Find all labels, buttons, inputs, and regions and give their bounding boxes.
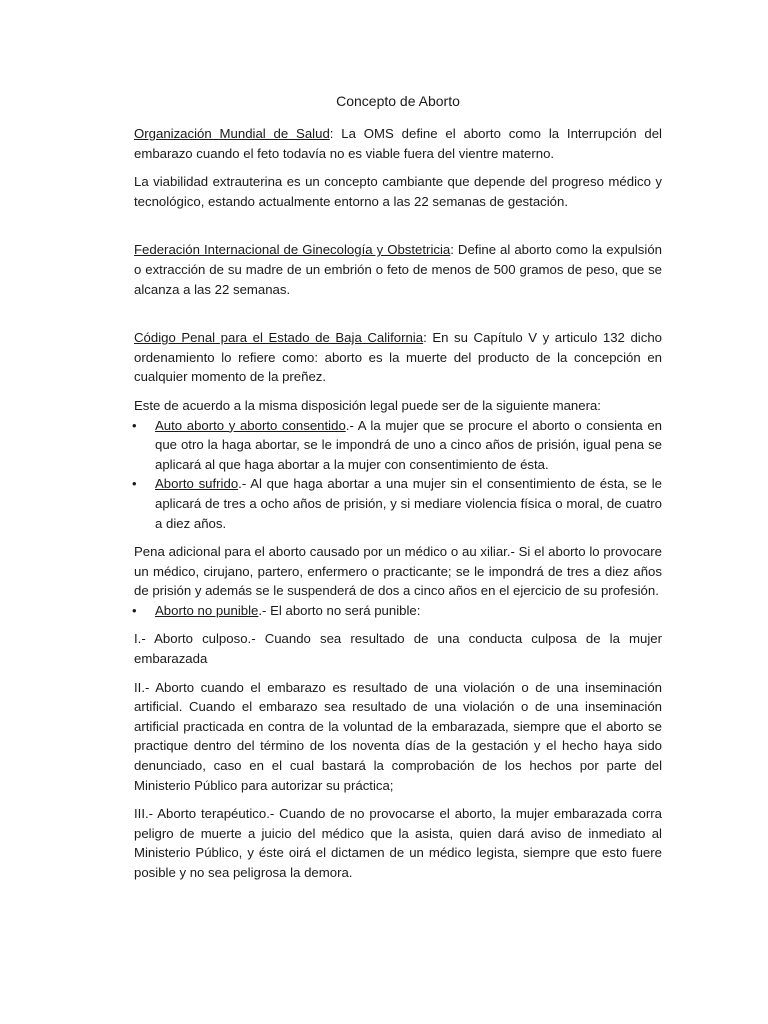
paragraph-intro-manera: Este de acuerdo a la misma disposición legal puede ser de la siguiente manera: [134,397,601,413]
list-tipos-aborto [134,416,662,475]
bullet-icon: • [132,417,137,433]
text-aborto-sufrido: .- Al que haga abortar a una mujer sin el consentimiento de ésta, se le aplicará de tres a ocho años de prisión, y si mediare violencia física o moral, de cuatro a diez años. [155,476,662,531]
heading-no-punible: Aborto no punible [155,602,259,618]
heading-oms: Organización Mundial de Salud [134,126,330,141]
paragraph-punto-ii: II.- Aborto cuando el embarazo es resultado de una violación o de una inseminación artificial. Cuando el embarazo sea resultado de una violación o de una inseminación artificial practicada en contra de la voluntad de la embarazada, siempre que el aborto se practique dentro del término de los noventa días de la gestación y el hecho haya sido denunciado, caso en el cual bastará la comprobación de los hechos por parte del Ministerio Público para autorizar su práctica; [134,679,662,793]
bullet-icon: • [132,476,137,492]
list-aborto-sufrido [134,474,662,533]
heading-figo: Federación Internacional de Ginecología y Obstetricia [134,242,451,258]
heading-codigo-colon: : [423,330,427,346]
text-codigo-penal: En su Capítulo V y articulo 132 dicho ordenamiento lo refiere como: aborto es la muerte del producto de la concepción en cualquier momento de la preñez. [134,330,663,385]
list-no-punible [134,601,662,621]
paragraph-viabilidad: La viabilidad extrauterina es un concepto cambiante que depende del progreso médico y tecnológico, estando actualmente entorno a las 22 semanas de gestación. [134,174,662,209]
list-item-auto-aborto [134,416,662,475]
document-title: Concepto de Aborto [336,93,460,109]
text-figo: Define al aborto como la expulsión o extracción de su madre de un embrión o feto de menos de 500 gramos de peso, que se alcanza a las 22 semanas. [134,242,662,297]
paragraph-figo [134,240,662,299]
heading-auto-aborto: Auto aborto y aborto consentido [155,417,346,433]
text-auto-aborto: .- A la mujer que se procure el aborto o consienta en que otro la haga abortar, se le impondrá de uno a cinco años de prisión, igual pena se aplicará al que haga abortar a la mujer con consentimiento de ésta. [155,417,662,472]
paragraph-codigo-penal [134,328,662,387]
heading-codigo-penal: Código Penal para el Estado de Baja California [134,330,424,346]
paragraph-oms [134,124,662,163]
list-item-no-punible [134,601,662,621]
text-no-punible: .- El aborto no será punible: [258,602,421,618]
list-item-aborto-sufrido [134,474,662,533]
text-oms: La OMS define el aborto como la Interrupción del embarazo cuando el feto todavía no es viable fuera del vientre materno. [134,126,662,161]
paragraph-punto-i: I.- Aborto culposo.- Cuando sea resultado de una conducta culposa de la mujer embarazada [134,631,662,667]
heading-aborto-sufrido: Aborto sufrido [155,476,239,492]
heading-figo-colon: : [450,242,454,258]
bullet-icon: • [132,602,137,618]
heading-oms-colon: : [329,126,334,141]
paragraph-pena-adicional: Pena adicional para el aborto causado por un médico o au xiliar.- Si el aborto lo provocare un médico, cirujano, partero, enfermero o practicante; se le impondrá de tres a diez años de prisión y además se le suspenderá de dos a cinco años en el ejercicio de su profesión. [134,544,662,599]
paragraph-punto-iii: III.- Aborto terapéutico.- Cuando de no provocarse el aborto, la mujer embarazada corra peligro de muerte a juicio del médico que la asista, quien dará aviso de inmediato al Ministerio Público, y éste oirá el dictamen de un médico legista, siempre que esto fuere posible y no sea peligrosa la demora. [134,806,662,880]
